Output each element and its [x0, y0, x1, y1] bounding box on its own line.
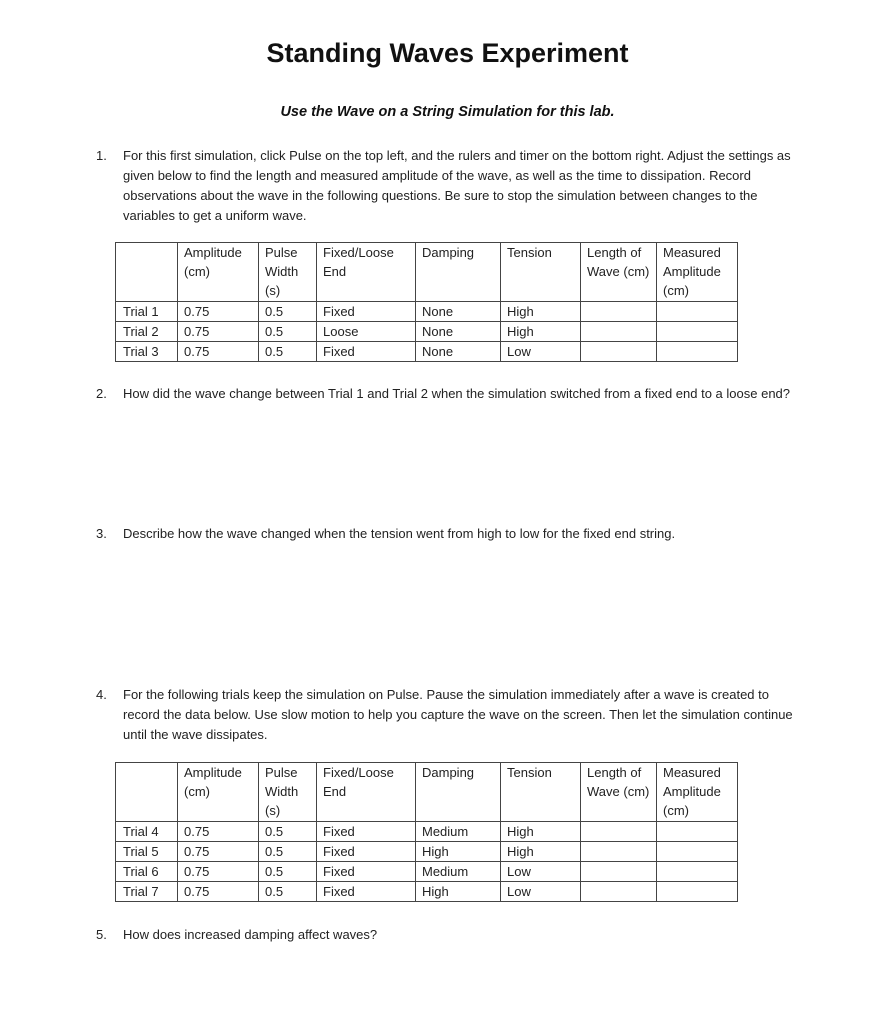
- table-cell: High: [501, 302, 581, 322]
- table-cell: [657, 342, 738, 362]
- table-cell: Loose: [317, 322, 416, 342]
- table-cell: High: [501, 842, 581, 862]
- table-cell: [581, 822, 657, 842]
- table-cell: [581, 322, 657, 342]
- table-cell: [581, 862, 657, 882]
- question-text: For this first simulation, click Pulse on the top left, and the rulers and timer on the bottom right. Adjust the settings as given below to find the length and measured amplitude of the wave, as well as the time to dissipation. Record observations about the wave in the following questions. Be sure to stop the simulation between changes to the variables to get a uniform wave.: [123, 148, 791, 223]
- question-3: [96, 524, 801, 544]
- table-cell: 0.5: [259, 322, 317, 342]
- table-row: [116, 342, 738, 362]
- trial-label: Trial 5: [116, 842, 178, 862]
- table-cell: [657, 322, 738, 342]
- table-cell: [657, 302, 738, 322]
- table-cell: 0.75: [178, 302, 259, 322]
- table-cell: Medium: [416, 822, 501, 842]
- trials-table-2: [115, 762, 738, 902]
- table-cell: Fixed: [317, 302, 416, 322]
- table-row: [116, 862, 738, 882]
- table-cell: [581, 842, 657, 862]
- table-cell: 0.5: [259, 882, 317, 902]
- table-header-row: [116, 243, 738, 302]
- trial-label: Trial 1: [116, 302, 178, 322]
- header-cell: Pulse Width (s): [259, 243, 317, 302]
- header-cell: Tension: [501, 243, 581, 302]
- table-cell: [581, 882, 657, 902]
- question-number: 5.: [96, 927, 107, 942]
- question-text: How did the wave change between Trial 1 and Trial 2 when the simulation switched from a fixed end to a loose end?: [123, 386, 791, 401]
- table-row: [116, 322, 738, 342]
- question-number: 3.: [96, 526, 107, 541]
- table-cell: 0.75: [178, 862, 259, 882]
- table-cell: None: [416, 302, 501, 322]
- table-row: [116, 882, 738, 902]
- table-cell: 0.5: [259, 342, 317, 362]
- table-header-row: [116, 763, 738, 822]
- header-cell: Measured Amplitude (cm): [657, 763, 738, 822]
- header-cell: Length of Wave (cm): [581, 763, 657, 822]
- trial-label: Trial 6: [116, 862, 178, 882]
- trial-label: Trial 7: [116, 882, 178, 902]
- header-cell: Pulse Width (s): [259, 763, 317, 822]
- table-cell: High: [416, 882, 501, 902]
- header-cell: Fixed/Loose End: [317, 243, 416, 302]
- table-cell: [581, 302, 657, 322]
- table-cell: Low: [501, 342, 581, 362]
- trials-table-1: [115, 242, 738, 362]
- header-cell: Measured Amplitude (cm): [657, 243, 738, 302]
- table-cell: 0.75: [178, 882, 259, 902]
- table-cell: 0.5: [259, 842, 317, 862]
- table-cell: 0.75: [178, 322, 259, 342]
- table-row: [116, 842, 738, 862]
- question-4: [96, 685, 801, 745]
- question-number: 2.: [96, 386, 107, 401]
- question-1: [96, 146, 801, 226]
- page-subtitle: Use the Wave on a String Simulation for this lab.: [280, 104, 615, 120]
- header-cell: Amplitude (cm): [178, 243, 259, 302]
- table-cell: Low: [501, 882, 581, 902]
- question-text: For the following trials keep the simulation on Pulse. Pause the simulation immediately after a wave is created to record the data below. Use slow motion to help you capture the wave on the screen. Then let the simulation continue until the wave dissipates.: [123, 687, 793, 742]
- table-cell: [657, 842, 738, 862]
- table-cell: [657, 822, 738, 842]
- table-cell: High: [416, 842, 501, 862]
- header-cell: Damping: [416, 763, 501, 822]
- table-cell: Low: [501, 862, 581, 882]
- trial-label: Trial 3: [116, 342, 178, 362]
- header-cell: Damping: [416, 243, 501, 302]
- table-row: [116, 822, 738, 842]
- table-cell: 0.75: [178, 822, 259, 842]
- table-cell: Fixed: [317, 342, 416, 362]
- header-cell: Length of Wave (cm): [581, 243, 657, 302]
- table-cell: 0.75: [178, 342, 259, 362]
- table-cell: 0.75: [178, 842, 259, 862]
- table-cell: 0.5: [259, 302, 317, 322]
- table-cell: None: [416, 322, 501, 342]
- table-cell: None: [416, 342, 501, 362]
- header-cell: Tension: [501, 763, 581, 822]
- question-number: 1.: [96, 148, 107, 163]
- question-5: [96, 925, 801, 945]
- header-cell: [116, 763, 178, 822]
- header-cell: Fixed/Loose End: [317, 763, 416, 822]
- table-cell: [657, 862, 738, 882]
- table-cell: Fixed: [317, 842, 416, 862]
- table-cell: 0.5: [259, 822, 317, 842]
- header-cell: Amplitude (cm): [178, 763, 259, 822]
- question-2: [96, 384, 801, 404]
- table-cell: Medium: [416, 862, 501, 882]
- trial-label: Trial 2: [116, 322, 178, 342]
- table-cell: Fixed: [317, 882, 416, 902]
- table-row: [116, 302, 738, 322]
- table-cell: Fixed: [317, 862, 416, 882]
- question-text: Describe how the wave changed when the tension went from high to low for the fixed end string.: [123, 526, 676, 541]
- table-cell: [657, 882, 738, 902]
- question-number: 4.: [96, 687, 107, 702]
- table-cell: 0.5: [259, 862, 317, 882]
- table-cell: [581, 342, 657, 362]
- table-cell: High: [501, 822, 581, 842]
- table-cell: High: [501, 322, 581, 342]
- trial-label: Trial 4: [116, 822, 178, 842]
- header-cell: [116, 243, 178, 302]
- question-text: How does increased damping affect waves?: [123, 927, 378, 942]
- page-title: Standing Waves Experiment: [266, 38, 629, 68]
- table-cell: Fixed: [317, 822, 416, 842]
